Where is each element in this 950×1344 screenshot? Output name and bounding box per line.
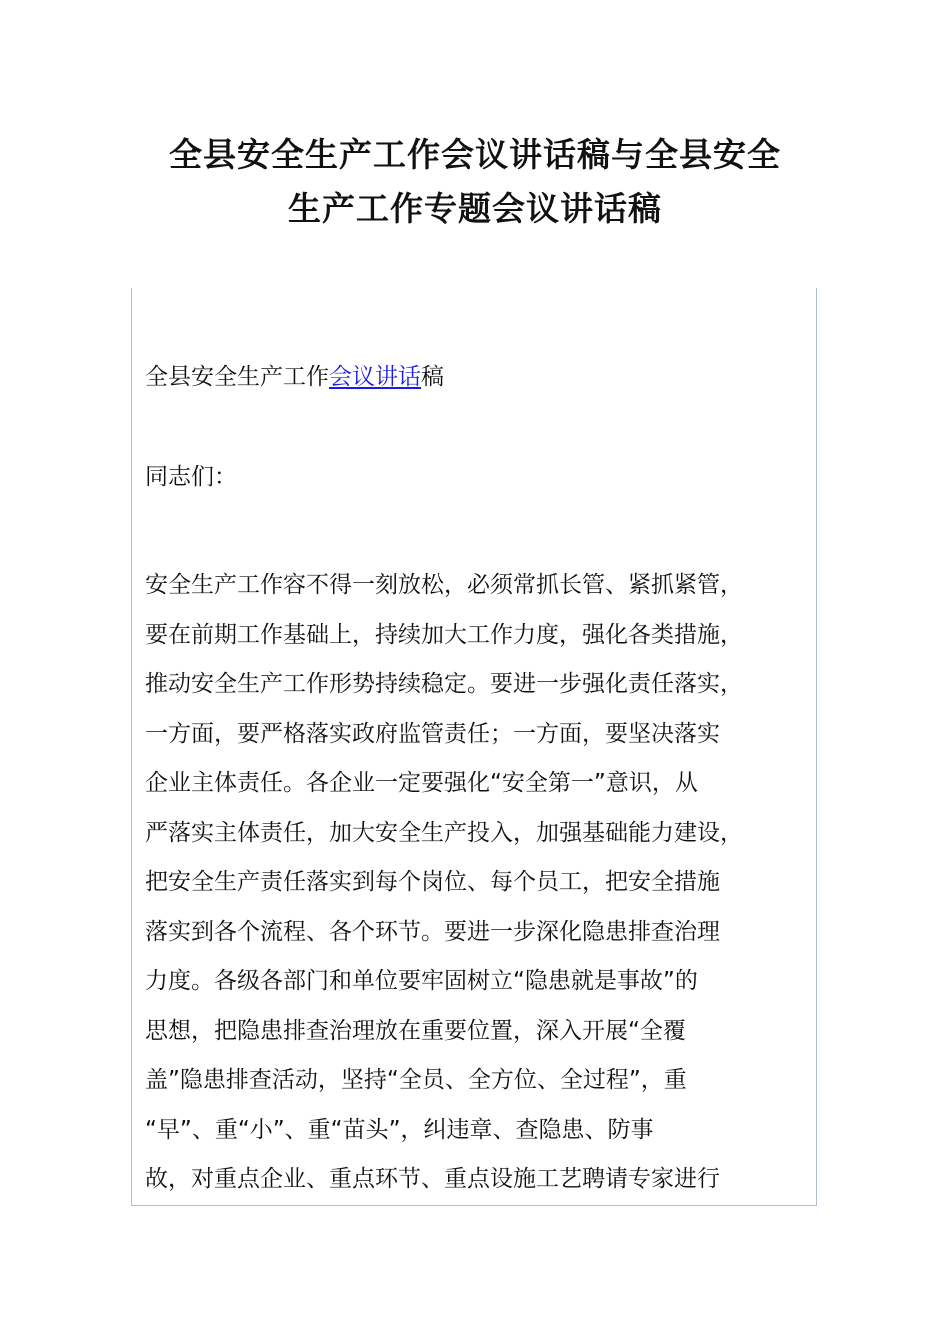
body-line: 落实到各个流程、各个环节。要进一步深化隐患排查治理 <box>145 918 720 945</box>
meeting-speech-link[interactable]: 会议讲话 <box>329 364 421 390</box>
body-line: 力度。各级各部门和单位要牢固树立“隐患就是事故”的 <box>145 968 698 994</box>
body-line: 安全生产工作容不得一刻放松，必须常抓长管、紧抓紧管， <box>145 572 743 598</box>
body-line: 要在前期工作基础上，持续加大工作力度，强化各类措施， <box>145 621 743 648</box>
body-line: 思想，把隐患排查治理放在重要位置，深入开展“全覆 <box>145 1017 686 1044</box>
salutation: 同志们： <box>145 464 237 490</box>
body-paragraph <box>145 561 805 1205</box>
title-line-2: 生产工作专题会议讲话稿 <box>288 189 662 228</box>
subtitle-suffix: 稿 <box>421 364 444 390</box>
body-line: “早”、重“小”、重“苗头”，纠违章、查隐患、防事 <box>145 1116 654 1143</box>
body-line: 盖”隐患排查活动，坚持“全员、全方位、全过程”，重 <box>145 1067 687 1093</box>
body-line: 一方面，要严格落实政府监管责任；一方面，要坚决落实 <box>145 720 720 747</box>
page-title <box>140 128 810 236</box>
body-line: 推动安全生产工作形势持续稳定。要进一步强化责任落实， <box>145 671 743 697</box>
subtitle-prefix: 全县安全生产工作 <box>145 364 329 390</box>
body-line: 故，对重点企业、重点环节、重点设施工艺聘请专家进行 <box>145 1166 720 1192</box>
body-line: 把安全生产责任落实到每个岗位、每个员工，把安全措施 <box>145 869 720 895</box>
body-line: 企业主体责任。各企业一定要强化“安全第一”意识，从 <box>145 770 698 796</box>
title-line-1: 全县安全生产工作会议讲话稿与全县安全 <box>169 135 781 174</box>
body-line: 严落实主体责任，加大安全生产投入，加强基础能力建设， <box>145 819 743 846</box>
speech-subtitle <box>145 360 444 394</box>
